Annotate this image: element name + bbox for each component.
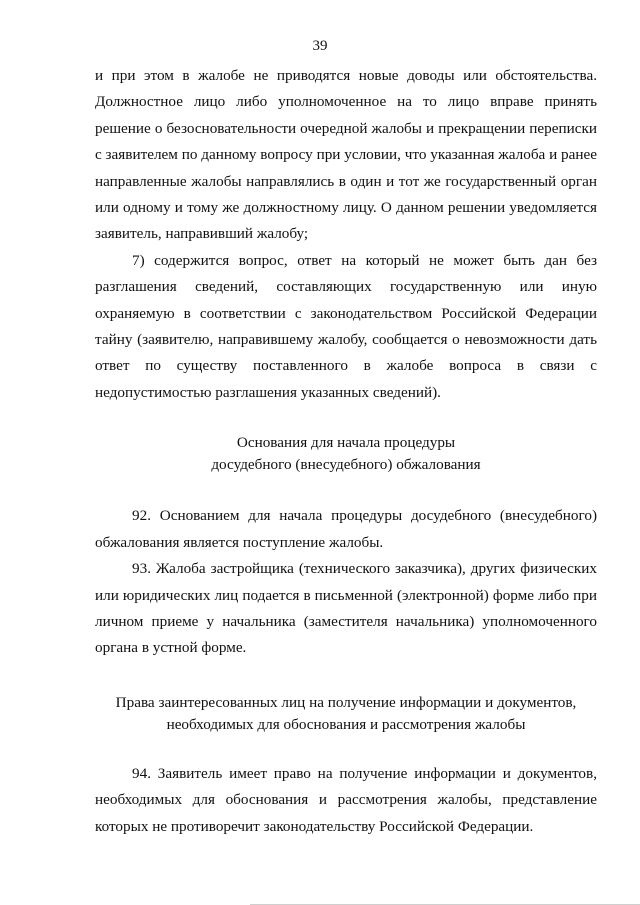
paragraph-continuation: и при этом в жалобе не приводятся новые доводы или обстоятельства. Должностное лицо либо уполномоченное на то лицо вправе принять решение о безосновательности очередной жалобы и прекращении переписки с заявителем по данному вопросу при условии, что указанная жалоба и ранее направленные жалобы направлялись в один и тот же государственный орган или одному и тому же должностному лицу. О данном решении уведомляется заявитель, направивший жалобу; — [95, 67, 597, 243]
section-heading-grounds — [95, 432, 597, 476]
paragraph-item-7: 7) содержится вопрос, ответ на который не может быть дан без разглашения сведений, составляющих государственную или иную охраняемую в соответствии с законодательством Российской Федерации тайну (заявителю, направившему жалобу, сообщается о невозможности дать ответ по существу поставленного в жалобе вопроса в связи с недопустимостью разглашения указанных сведений). — [95, 251, 597, 401]
section-heading-grounds-line-2: досудебного (внесудебного) обжалования — [211, 456, 481, 474]
paragraph-93: 93. Жалоба застройщика (технического заказчика), других физических или юридических лиц подается в письменной (электронной) форме либо при личном приеме у начальника (заместителя начальника) уполномоченного органа в устной форме. — [95, 560, 597, 657]
paragraph-92: 92. Основанием для начала процедуры досудебного (внесудебного) обжалования является поступление жалобы. — [95, 507, 597, 551]
section-heading-rights-line-2: необходимых для обоснования и рассмотрения жалобы — [166, 715, 526, 733]
document-body — [95, 63, 597, 840]
section-heading-rights-line-1: Права заинтересованных лиц на получение информации и документов, — [115, 693, 577, 711]
page-number: 39 — [312, 38, 328, 54]
section-heading-rights — [95, 692, 597, 736]
paragraph-94: 94. Заявитель имеет право на получение информации и документов, необходимых для обоснования и рассмотрения жалобы, представление которых не противоречит законодательству Российской Федерации. — [95, 764, 597, 835]
section-heading-grounds-line-1: Основания для начала процедуры — [236, 434, 456, 452]
